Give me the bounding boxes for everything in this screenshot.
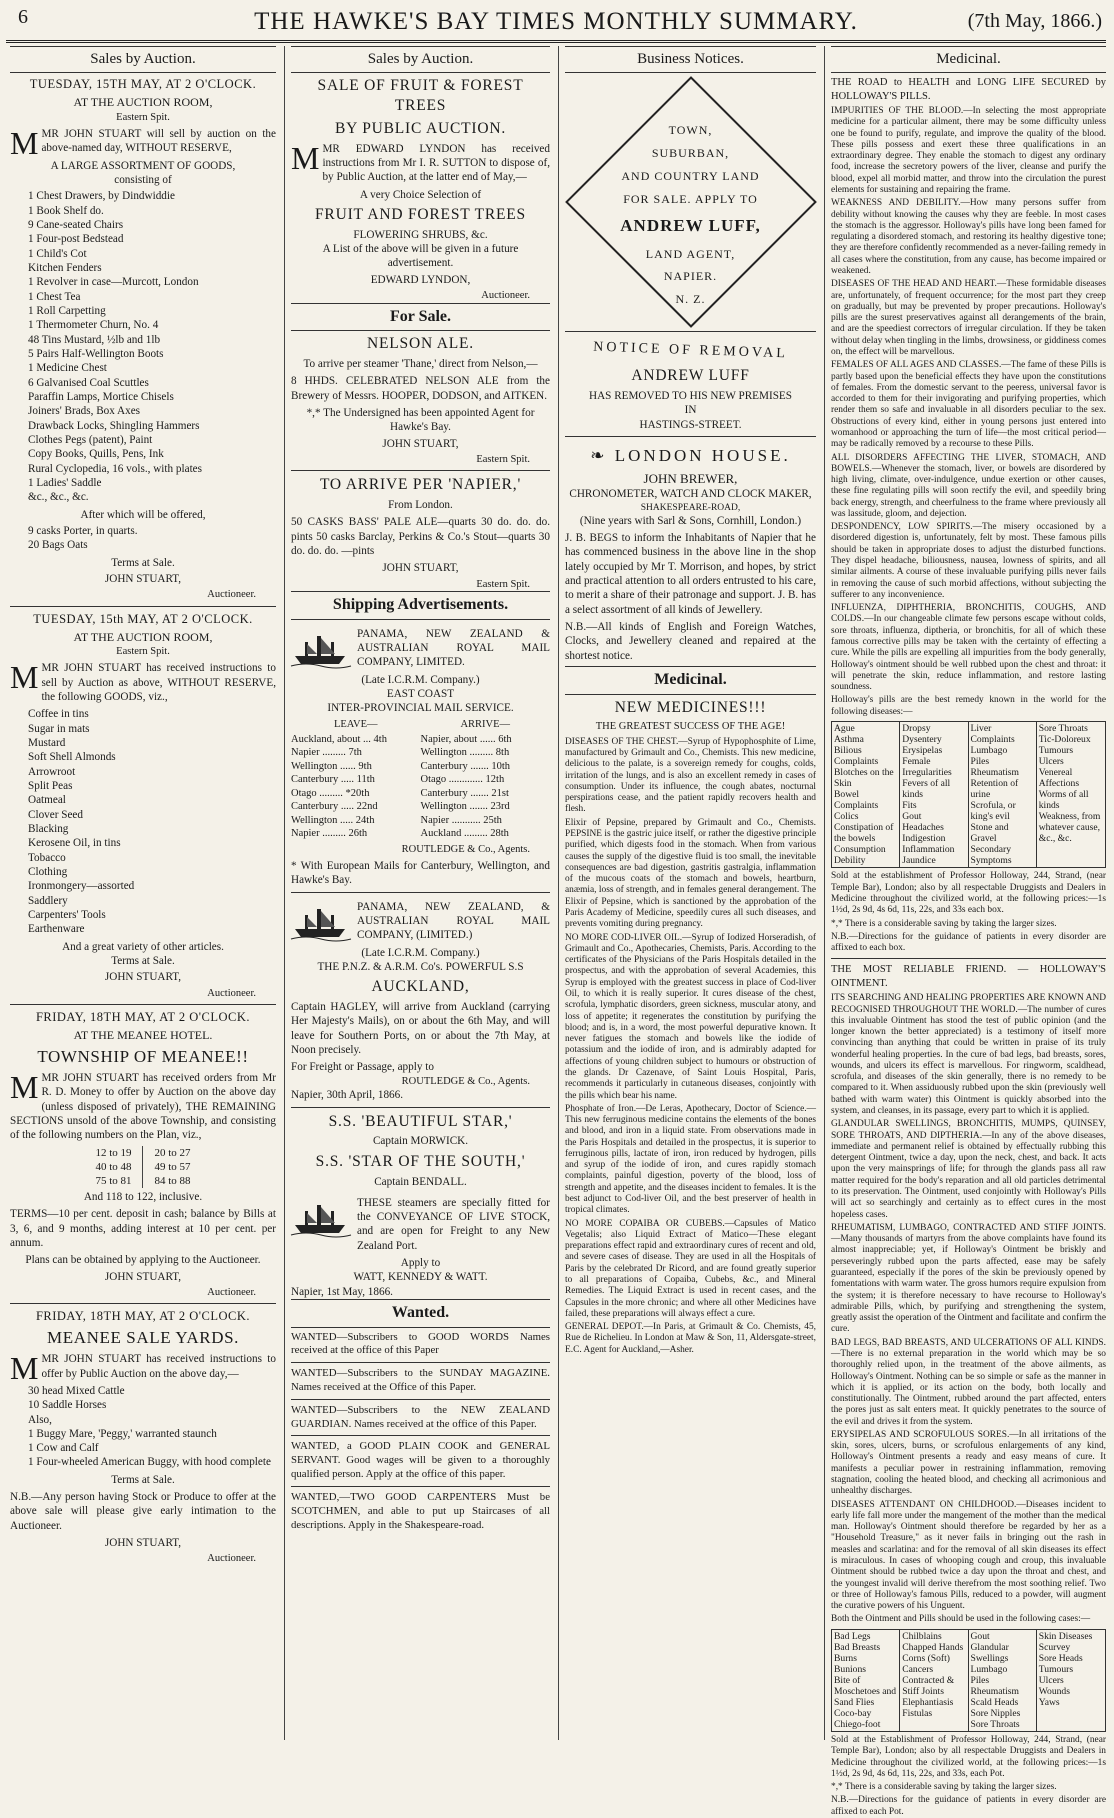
divider [565, 436, 816, 437]
notice-body: HAS REMOVED TO HIS NEW PREMISES [589, 389, 792, 402]
list-item: 1 Child's Cot [28, 247, 87, 260]
agent-location: Eastern Spit. [476, 453, 530, 465]
auction-date: TUESDAY, 15th MAY, AT 2 O'CLOCK. [33, 611, 253, 626]
section-heading-medicinal: Medicinal. [831, 46, 1106, 73]
divider [565, 331, 816, 332]
auction-intro: MMR JOHN STUART has received instructions to offer by Public Auction on the above day,— [10, 1350, 276, 1387]
land-agent-diamond-ad [568, 79, 814, 325]
list-item: Clothing [28, 865, 68, 878]
section-heading-medicinal: Medicinal. [565, 666, 816, 694]
table-cell: Gout Glandular Swellings Lumbago Piles Rheumatism Scald Heads Sore Nipples Sore Throats [969, 1630, 1037, 1731]
column-4 [824, 46, 1112, 1817]
auctioneer-name: JOHN STUART, [104, 1270, 182, 1283]
table-cell: Otago ......... *20th [291, 787, 370, 799]
table-cell: Canterbury ..... 11th [291, 774, 375, 786]
ad-dated: Napier, 1st May, 1866. [291, 1285, 393, 1298]
auction-ad-eastern-spit [10, 76, 276, 601]
auction-terms: Terms at Sale. [111, 556, 175, 569]
list-item: Also, [28, 1413, 52, 1426]
section-heading-auction: Sales by Auction. [10, 46, 276, 73]
ad-agent: ROUTLEDGE & Co., Agents. [401, 1075, 530, 1087]
divider [291, 1399, 550, 1400]
list-item: 9 casks Porter, in quarts. [28, 524, 138, 537]
agent-name: JOHN STUART, [382, 562, 459, 575]
captain-1: Captain MORWICK. [372, 1135, 469, 1148]
list-item: 6 Galvanised Coal Scuttles [28, 376, 149, 389]
remedy-intro: Both the Ointment and Pills should be used in the following cases:— [831, 1614, 1091, 1625]
auction-date: TUESDAY, 15TH MAY, AT 2 O'CLOCK. [29, 77, 257, 92]
london-house-ad [565, 445, 816, 663]
table-cell: 12 to 19 [95, 1146, 132, 1159]
ad-freight: For Freight or Passage, apply to [291, 1061, 434, 1074]
agent-name: JOHN STUART, [382, 437, 459, 450]
ad-title: TO ARRIVE PER 'NAPIER,' [319, 476, 522, 494]
auction-nb: N.B.—Any person having Stock or Produce to offer at the above sale will please give early intimation to the Auctioneer. [10, 1491, 276, 1532]
list-item: 5 Pairs Half-Wellington Boots [28, 347, 164, 360]
wanted-ad: WANTED—Subscribers to the SUNDAY MAGAZINE. Names received at the Office of this Paper. [291, 1367, 550, 1394]
auction-intro: MMR JOHN STUART has received instructions to sell by Auction as above, WITHOUT RESERVE, the following GOODS, viz., [10, 659, 276, 704]
auctioneer-name: JOHN STUART, [104, 572, 182, 585]
divider [10, 606, 276, 607]
shop-trade: CHRONOMETER, WATCH AND CLOCK MAKER, [569, 488, 812, 501]
table-cell: Otago ............. 12th [420, 774, 505, 786]
ad-paragraph: GLANDULAR SWELLINGS, BRONCHITIS, MUMPS, QUINSEY, SORE THROATS, AND DIPTHERIA.—In any of the above diseases, immediate and permanent relief is obtained by effectually rubbing this detergent Ointment, twice a day, upon the neck, chest, and back. It acts upon the very mainsprings of life; for through the glands pass all raw matter required for the body's reparation and all old particles detrimental to its preservation. The Ointment, used conjointly with Holloway's Pills will act so searchingly and certainly as to effect cures in the most hopeless cases. [831, 1119, 1106, 1220]
list-item: Drawback Locks, Shingling Hammers [28, 419, 200, 432]
shop-title: ❧ LONDON HOUSE. [590, 445, 791, 465]
diamond-line: N. Z. [675, 292, 706, 307]
diamond-line: TOWN, [668, 123, 713, 138]
ad-body: Captain HAGLEY, will arrive from Auckland (carrying Her Majesty's Mails), on or about the 6th May, and will leave for Southern Ports, on or about the 7th May, at Noon precisely. [291, 1001, 550, 1057]
ad-saving: *,* There is a considerable saving by taking the larger sizes. [831, 918, 1057, 929]
section-heading-auction: Sales by Auction. [291, 46, 550, 73]
auction-subplace: Eastern Spit. [116, 111, 170, 123]
list-item: 1 Roll Carpetting [28, 304, 106, 317]
auction-place: AT THE AUCTION ROOM, [73, 629, 213, 644]
auction-place: AT THE MEANEE HOTEL. [73, 1028, 213, 1043]
ad-paragraph: DISEASES ATTENDANT ON CHILDHOOD.—Diseases incident to early life fall more under the mangement of the mother than the medical man. Holloway's Ointment should therefore be regarded by her as a "Household Treasure," as it never fails in bringing out the rash in measles and scarlatina: and for the removal of all skin diseases its effect is miraculous. In cases of whooping cough and croup, this invaluable Ointment should be rubbed twice a day upon the throat and chest, and the youngest invalid will derive therefrom the most soothing relief. Two or three of Holloway's famous Pills, reduced to a powder, will augment the curative powers of his Unguent. [831, 1499, 1106, 1612]
wanted-ad: WANTED,—TWO GOOD CARPENTERS Must be SCOTCHMEN, and able to put up Staircases of all descriptions. Apply in the Shakespeare-road. [291, 1490, 550, 1531]
divider [291, 1107, 550, 1108]
ad-paragraph: Elixir of Pepsine, prepared by Grimault and Co., Chemists. PEPSINE is the gastric juice itself, or rather the digestive principle purified, which digests food in the stomach. When from various causes the supply of the digestive fluid is too small, the inevitable consequences are bad digestion, gastritis gastralgia, inflammation of the mucous coats of the stomach and bowels, heartburn, anæmia, loss of strength, and in females general derangement. The Elixir of Pepsine, which is sanctioned by the approbation of the Paris Academy of Medicine, speedily cures all such diseases, and prevents vomiting during pregnancy. [565, 817, 816, 930]
ad-paragraph: Phosphate of Iron.—De Leras, Apothecary, Doctor of Science.—This new ferruginous medicine contains the elements of the bones and blood, and iron in a liquid state. From observations made in the Paris Hospitals and detailed in the prospectus, it is superior to ferruginous pills, lactate of iron, iron reduced by hydrogen, pills and syrup of the iodide of iron, and cures rapidly stomach complaints, painful digestion, poverty of the blood, loss of strength and appetite, and the diseases incident to females. It is the best adjunct to Cod-liver Oil, and the best preserver of health in tropical climates. [565, 1103, 816, 1216]
list-item: Mustard [28, 737, 66, 750]
divider [10, 1303, 276, 1304]
ad-body: MMR EDWARD LYNDON has received instructions from Mr I. R. SUTTON to dispose of, by Public Auction, at the latter end of May,— [291, 139, 550, 184]
ad-shrubs: FLOWERING SHRUBS, &c. [353, 228, 488, 241]
auction-place: AT THE AUCTION ROOM, [73, 95, 213, 110]
list-item: 1 Revolver in case—Murcott, London [28, 276, 199, 289]
auction-also: And 118 to 122, inclusive. [83, 1191, 203, 1204]
divider [831, 958, 1106, 959]
diamond-line: AND COUNTRY LAND [621, 168, 760, 183]
remedy-table [831, 721, 1106, 868]
ad-paragraph: IMPURITIES OF THE BLOOD.—In selecting the most appropriate medicine for a particular ailment, there may be some difficulty unless one be found to purify, regulate, and improve the quality of the blood. These pills possess and exert these three qualifications in an extraordinary degree. They enable the stomach to digest any ordinary food, increase the secretory powers of the liver, cleanse and purify the blood, expel all morbid matter, and throw into the circulation the purest elements for sustaining and repairing the frame. [831, 106, 1106, 196]
list-item: 1 Four-post Bedstead [28, 233, 124, 246]
ad-title: PANAMA, NEW ZEALAND, & AUSTRALIAN ROYAL MAIL COMPANY, (LIMITED.) [357, 900, 550, 942]
shop-owner: JOHN BREWER, [643, 470, 738, 486]
auction-extra-list [28, 524, 276, 553]
auction-item-list [28, 1384, 276, 1470]
table-cell: Wellington ......... 8th [420, 747, 510, 759]
ad-ship-name: AUCKLAND, [371, 978, 470, 996]
ad-agent: ROUTLEDGE & Co., Agents. [401, 843, 530, 855]
list-item: 1 Cow and Calf [28, 1442, 99, 1455]
list-item: 1 Chest Drawers, by Dindwiddie [28, 190, 175, 203]
auction-terms: Terms at Sale. [111, 954, 175, 967]
ad-late: (Late I.C.R.M. Company.) [361, 946, 480, 959]
steamship-icon [291, 624, 351, 668]
list-item: Arrowroot [28, 765, 76, 778]
remedy-table [831, 1629, 1106, 1732]
new-medicines-ad [565, 698, 816, 1356]
ad-paragraph: INFLUENZA, DIPHTHERIA, BRONCHITIS, COUGHS, AND COLDS.—In our changeable climate few persons escape without colds, sore throats, influenza, diptheria, or bronchitis, for all of which these famous corrective pills may be taken with the certainty of effecting a cure. While the pills are expelling all impurities from the body generally, Holloway's ointment should be well rubbed upon the chest and throat: it will penetrate the skin, reduce inflammation, and restore lasting soundness. [831, 603, 1106, 693]
divider [291, 1486, 550, 1487]
agent-location: Eastern Spit. [476, 578, 530, 590]
divider [291, 470, 550, 471]
ornament-icon: ❧ [590, 445, 615, 465]
table-cell: Skin Diseases Scurvey Sore Heads Tumours Ulcers Wounds Yaws [1038, 1630, 1093, 1708]
list-item: Blacking [28, 823, 69, 835]
ad-paragraph: GENERAL DEPOT.—In Paris, at Grimault & Co. Chemists, 45, Rue de Richelieu. In London at Maw & Son, 11, Aldersgate-street, E.C. Agent for Auckland,—Asher. [565, 1322, 816, 1355]
ad-powerful: THE P.N.Z. & A.R.M. Co's. POWERFUL S.S [317, 960, 524, 973]
list-item: 10 Saddle Horses [28, 1399, 107, 1412]
nelson-ale-ad [291, 334, 550, 466]
diamond-line: NAPIER. [663, 269, 718, 284]
list-item: 20 Bags Oats [28, 539, 88, 552]
ad-paragraph: DESPONDENCY, LOW SPIRITS.—The misery occasioned by a disordered digestion is, unfortunately, felt by most. These famous pills should be taken in appropriate doses to adjust the disturbed functions. They dispel headache, biliousness, nausea, lowness of spirits, and all similar ailments. A course of these invaluable purifying pills never fails in removing the cause of such morbid affections, without subjecting the sufferer to any inconvenience. [831, 522, 1106, 600]
section-heading-business: Business Notices. [565, 46, 816, 73]
table-cell: Liver Complaints Lumbago Piles Rheumatism Retention of urine Scrofula, or king's evil Stone and Gravel Secondary Symptoms [969, 722, 1037, 867]
fruit-trees-ad [291, 76, 550, 302]
auction-ad-goods [10, 611, 276, 1000]
ad-from: From London. [388, 499, 453, 512]
list-item: Joiners' Brads, Box Axes [28, 405, 141, 418]
list-item: 9 Cane-seated Chairs [28, 218, 124, 231]
ad-paragraph: BAD LEGS, BAD BREASTS, AND ULCERATIONS OF ALL KINDS.—There is no external preparation in the world which may be so thoroughly relied upon, in the treatment of the above ailments, as Holloway's Ointment. Nothing can be so simple or safe as the manner in which it is applied, or its action on the body, both locally and constitutionally. The Ointment, rubbed around the part affected, enters the pores just as salt enters meat. It quickly penetrates to the source of the evil and drives it from the system. [831, 1337, 1106, 1427]
auctioneer-name: EDWARD LYNDON, [370, 273, 471, 286]
ad-list-note: A List of the above will be given in a future advertisement. [322, 243, 519, 270]
table-cell: 84 to 88 [154, 1174, 191, 1187]
auction-item-list [28, 707, 276, 936]
table-cell: 40 to 48 [95, 1160, 132, 1173]
wanted-ad: WANTED—Subscribers to the NEW ZEALAND GUARDIAN. Names received at the office of this Paper. [291, 1403, 550, 1430]
masthead-rule [6, 40, 1106, 43]
steamship-icon [291, 1193, 351, 1237]
list-item: 1 Chest Tea [28, 290, 81, 303]
table-cell: Canterbury ....... 21st [420, 787, 509, 799]
section-heading-for-sale: For Sale. [291, 303, 550, 331]
shop-nb: N.B.—All kinds of English and Foreign Watches, Clocks, and Jewellery cleaned and repaired at the shortest notice. [565, 621, 816, 662]
auction-consisting: consisting of [114, 173, 172, 186]
issue-date: (7th May, 1866.) [967, 10, 1102, 32]
ad-body: THESE steamers are specially fitted for the CONVEYANCE OF LIVE STOCK, and are open for Freight to any New Zealand Port. [357, 1196, 550, 1252]
table-cell: Wellington ....... 23rd [420, 801, 510, 813]
column-1 [4, 46, 282, 1740]
list-item: Tobacco [28, 851, 66, 864]
list-item: 1 Thermometer Churn, No. 4 [28, 319, 159, 332]
agent-name: ANDREW LUFF, [620, 216, 761, 236]
auction-more: And a great variety of other articles. [62, 940, 224, 953]
table-cell: Sore Throats Tic-Doloreux Tumours Ulcers Venereal Affections Worms of all kinds Weakness, from whatever cause, &c., &c. [1038, 722, 1101, 845]
ad-apply: Apply to [400, 1257, 441, 1270]
ship-name-2: S.S. 'STAR OF THE SOUTH,' [315, 1152, 526, 1170]
list-item: 48 Tins Mustard, ½lb and 1lb [28, 333, 161, 346]
table-cell: Dropsy Dysentery Erysipelas Female Irregularities Fevers of all kinds Fits Gout Headaches Indigestion Inflammation Jaundice [900, 722, 968, 867]
list-item: 1 Buggy Mare, 'Peggy,' warranted staunch [28, 1427, 217, 1440]
table-header: LEAVE— [333, 718, 378, 730]
divider [291, 1362, 550, 1363]
ad-arrive: To arrive per steamer 'Thane,' direct from Nelson,— [303, 357, 538, 370]
auction-intro: MMR JOHN STUART will sell by auction on the above-named day, WITHOUT RESERVE, [10, 124, 276, 161]
table-cell: Chilblains Chapped Hands Corns (Soft) Cancers Contracted & Stiff Joints Elephantiasis Fistulas [900, 1630, 968, 1731]
auctioneer-role: Auctioneer. [207, 1287, 256, 1298]
table-cell: Canterbury ..... 22nd [291, 801, 378, 813]
ad-title: THE MOST RELIABLE FRIEND. — HOLLOWAY'S OINTMENT. [831, 964, 1106, 989]
newspaper-title: THE HAWKE'S BAY TIMES MONTHLY SUMMARY. [254, 8, 858, 35]
ad-paragraph: ALL DISORDERS AFFECTING THE LIVER, STOMACH, AND BOWELS.—Whenever the stomach, liver, or bowels are disordered by high living, climate, over-indulgence, undue exertion or other causes, these fine regulating pills will soon rectify the evil, and speedily bring back energy, strength, and cheerfulness to the frame where previously all was lassitude, gloom, and dejection. [831, 452, 1106, 519]
auction-intro: MMR JOHN STUART has received orders from Mr R. D. Money to offer by Auction on the above day (unless disposed of privately), THE REMAINING SECTIONS unsold of the above Township, and consisting of the following numbers on the Plan, viz., [10, 1069, 276, 1142]
list-item: Split Peas [28, 780, 73, 793]
auction-item-list [28, 189, 276, 504]
table-cell: Wellington ..... 24th [291, 814, 375, 826]
list-item: Rural Cyclopedia, 16 vols., with plates [28, 462, 203, 475]
beautiful-star-ad [291, 1112, 550, 1300]
ad-paragraph: NO MORE COD-LIVER OIL.—Syrup of Iodized Horseradish, of Grimault and Co., Apothecaries, Chemists, Paris. According to the certificates of the Physicians of the Paris Hospitals detailed in the prospectus, and with the approbation of several Academies, this Syrup is employed with the greatest success in place of Cod-liver Oil, to which it is really superior. It cures disease of the chest, scrofula, lymphatic disorders, green sickness, muscular atony, and loss of appetite; it regenerates the constitution by purifying the blood; and is, in a word, the most powerful depurative known. It never fatigues the stomach and bowels like the iodide of potassium and the iodide of iron, and is admirably adapted for affections of young children subject to humours or obstruction of the glands. Dr Cazenave, of Saint Louis Hospital, Paris, recommends it particularly in cutaneous diseases, conjointly with the pills which bear his name. [565, 932, 816, 1101]
auction-after: After which will be offered, [80, 508, 206, 521]
ad-paragraph: ITS SEARCHING AND HEALING PROPERTIES ARE KNOWN AND RECOGNISED THROUGHOUT THE WORLD.—The number of cures this invaluable Ointment has stood the test of public opinion (and the longer known the better appreciated) is a testimony of itself more convincing than anything that could be written in praise of its truly wonderful healing properties. In the cure of bad legs, bad breasts, sores, wounds, and ulcers its effect is marvellous. For ringworm, scaldhead, scrofula, and diseases of the skin generally, there is no remedy to be compared to it. When assiduously rubbed upon the skin (previously well bathed with warm water) this Ointment is quickly absorbed into the system, and cleanses, in its passage, every part to which it is applied. [831, 993, 1106, 1117]
auction-terms: Terms at Sale. [111, 1473, 175, 1486]
table-header: ARRIVE— [460, 718, 511, 730]
ad-note: * With European Mails for Canterbury, Wellington, and Hawke's Bay. [291, 859, 550, 887]
auctioneer-role: Auctioneer. [207, 987, 256, 999]
table-cell: Napier ........... 25th [420, 814, 502, 826]
ad-agent: *,* The Undersigned has been appointed Agent for Hawke's Bay. [306, 406, 535, 434]
list-item: Clothes Pegs (patent), Paint [28, 433, 153, 446]
list-item: Kerosene Oil, in tins [28, 837, 121, 850]
auctioneer-role: Auctioneer. [207, 1553, 256, 1565]
auction-plans: Plans can be obtained by applying to the Auctioneer. [25, 1254, 261, 1267]
ad-paragraph: DISEASES OF THE HEAD AND HEART.—These formidable diseases are, unfortunately, of frequent occurrence; for the most part they creep on gradually, but may be prevented by proper precautions. Holloway's pills are the surest preservatives against all derangements of the brain, and are the speediest correctors of irregular circulation. If they be taken without delay when tingling in the limbs, drowsiness, or giddiness comes on, the effect will be marvellous. [831, 279, 1106, 357]
list-item: 30 head Mixed Cattle [28, 1384, 125, 1397]
auction-lead: A LARGE ASSORTMENT OF GOODS, [50, 159, 236, 172]
ad-title: NEW MEDICINES!!! [614, 698, 767, 716]
ad-saving: *,* There is a considerable saving by taking the larger sizes. [831, 1782, 1057, 1793]
ad-subtitle: BY PUBLIC AUCTION. [335, 119, 506, 137]
ad-paragraph: WEAKNESS AND DEBILITY.—How many persons suffer from debility without knowing the causes why they are feeble. In most cases the stomach is the aggressor. Holloway's pills have long been famed for regulating a disordered stomach, and restoring its healthy digestive tone; they are therefore confidently recommended as a never-failing remedy in all cases where the constitution, from any cause, has become impaired or weakened. [831, 198, 1106, 276]
divider [291, 892, 550, 893]
ad-body: 8 HHDS. CELEBRATED NELSON ALE from the Brewery of Messrs. HOOPER, DODSON, and AITKEN. [291, 375, 550, 402]
ad-nb: N.B.—Directions for the guidance of patients in every disorder are affixed to each Pot. [831, 1795, 1106, 1817]
divider [291, 1435, 550, 1436]
ad-paragraph: RHEUMATISM, LUMBAGO, CONTRACTED AND STIFF JOINTS.—Many thousands of martyrs from the above complaints have found its almost inappreciable; yet, if Holloway's Ointment be briskly and perseveringly rubbed upon the parts affected, ease may be safely guaranteed, especially if the pores of the skin be previously opened by fomentations with warm water. The gross humors require expulsion from the system; it is therefore necessary to have recourse to Holloway's admirable Pills, which, by purifying and strengthening the system, greatly assist the operation of the Ointment and facilitate and confirm the cure. [831, 1222, 1106, 1335]
auction-terms: TERMS—10 per cent. deposit in cash; balance by Bills at 3, 6, and 9 months, adding interest at 10 per cent. per annum. [10, 1208, 276, 1250]
auction-title: MEANEE SALE YARDS. [47, 1328, 239, 1348]
ad-paragraph: DISEASES OF THE CHEST.—Syrup of Hypophosphite of Lime, manufactured by Grimault and Co., Chemists. This new medicine, delicious to the palate, is a sovereign remedy for coughs, colds, irritation of the lungs, and is also an excellent remedy in cases of consumption. Under its influence, the cough abates, nocturnal perspirations cease, and the patient rapidly recovers health and flesh. [565, 736, 816, 815]
ad-title: SALE OF FRUIT & FOREST TREES [317, 77, 524, 115]
divider [10, 1004, 276, 1005]
table-cell: 49 to 57 [154, 1160, 191, 1173]
ad-nb: N.B.—Directions for the guidance of patients in every disorder are affixed to each box. [831, 931, 1106, 954]
list-item: Oatmeal [28, 794, 66, 807]
ad-agent: WATT, KENNEDY & WATT. [353, 1271, 488, 1284]
sections-table [10, 1146, 276, 1188]
list-item: Clover Seed [28, 808, 83, 821]
page-number: 6 [18, 6, 28, 28]
list-item: Coffee in tins [28, 708, 89, 721]
wanted-ad: WANTED—Subscribers to GOOD WORDS Names received at the office of this Paper [291, 1330, 550, 1357]
notice-in: IN [684, 404, 697, 417]
column-2 [284, 46, 556, 1740]
notice-name: ANDREW LUFF [631, 367, 750, 385]
table-cell: Canterbury ....... 10th [420, 760, 511, 772]
list-item: Saddlery [28, 894, 68, 907]
shop-body: J. B. BEGS to inform the Inhabitants of Napier that he has commenced business in the above line in the shop lately occupied by Mr T. Morrison, and hopes, by strict and practical attention to all orders entrusted to his care, to merit a share of their patronage and support. J. B. has a select assortment of all kinds of Jewellery. [565, 532, 817, 616]
auction-subplace: Eastern Spit. [116, 645, 170, 657]
auction-date: FRIDAY, 18TH MAY, AT 2 O'CLOCK. [35, 1309, 251, 1324]
ad-title: THE ROAD to HEALTH and LONG LIFE SECURED by HOLLOWAY'S PILLS. [831, 77, 1106, 102]
panama-mail-ad-2 [291, 897, 550, 1103]
ad-title: PANAMA, NEW ZEALAND & AUSTRALIAN ROYAL MAIL COMPANY, LIMITED. [357, 627, 550, 669]
list-item: Carpenters' Tools [28, 908, 106, 921]
list-item: Sugar in mats [28, 722, 90, 735]
table-cell: 75 to 81 [95, 1174, 132, 1187]
ad-subtitle: THE GREATEST SUCCESS OF THE AGE! [595, 721, 786, 733]
list-item: Paraffin Lamps, Mortice Chisels [28, 390, 174, 403]
diamond-line: SUBURBAN, [651, 145, 730, 160]
notice-street: HASTINGS-STREET. [639, 418, 742, 431]
list-item: Earthenware [28, 923, 85, 936]
ad-dated: Napier, 30th April, 1866. [291, 1089, 404, 1102]
ad-paragraph: NO MORE COPAIBA OR CUBEBS.—Capsules of Matico Vegetalis; also Liquid Extract of Matico—These elegant preparations effect rapid and extraordinary cures of recent and old, and severe cases of disease. They are used in all the Hospitals of Paris by the celebrated Dr Ricord, and are found greatly superior to all preparations of Copaiba, Cubebs, &c., and Mineral Remedies. The Liquid Extract is used in recent cases, and the Capsules in the more chronic; and where all other Medicines have failed, these preparations will always effect a cure. [565, 1218, 816, 1319]
notice-title: NOTICE OF REMOVAL [592, 339, 789, 362]
shop-road: SHAKESPEARE-ROAD, [640, 502, 741, 513]
table-cell: 20 to 27 [154, 1146, 191, 1159]
ad-trees: FRUIT AND FOREST TREES [315, 205, 526, 223]
ad-paragraph: ERYSIPELAS AND SCROFULOUS SORES.—In all irritations of the skin, sores, ulcers, burns, or scrofulous enlargements of any kind, Holloway's Ointment presents a ready and easy means of cure. It manifests a peculiar power in restraining inflammation, removing stagnation, cooling the heated blood, and checking all acrimonious and unhealthy discharges. [831, 1429, 1106, 1497]
section-heading-shipping: Shipping Advertisements. [291, 591, 550, 619]
table-cell: Napier, about ...... 6th [420, 734, 512, 746]
diamond-line: LAND AGENT, [645, 246, 736, 261]
list-item: 1 Ladies' Saddle [28, 476, 102, 489]
removal-notice [565, 339, 816, 432]
auctioneer-role: Auctioneer. [207, 589, 256, 601]
list-item: 1 Four-wheeled American Buggy, with hood complete [28, 1456, 271, 1469]
auction-title: TOWNSHIP OF MEANEE!! [37, 1047, 249, 1067]
ad-title: NELSON ALE. [367, 335, 474, 353]
shop-note: (Nine years with Sarl & Sons, Cornhill, London.) [579, 514, 802, 527]
table-cell: Napier ......... 26th [291, 828, 368, 840]
table-cell: Auckland ......... 28th [420, 828, 509, 840]
auctioneer-role: Auctioneer. [481, 290, 530, 302]
ship-name-1: S.S. 'BEAUTIFUL STAR,' [328, 1112, 513, 1130]
auction-ad-meanee-township [10, 1009, 276, 1299]
ad-choice: A very Choice Selection of [359, 188, 482, 201]
auction-ad-sale-yards [10, 1308, 276, 1565]
ad-sold: Sold at the establishment of Professor Holloway, 244, Strand, (near Temple Bar), London; also by all respectable Druggists and Dealers in Medicine throughout the civilized world, at the following prices:—1s 1½d, 2s 9d, 4s 6d, 11s, 22s, and 33s each box. [831, 871, 1106, 916]
masthead [6, 4, 1106, 40]
table-cell: Napier ......... 7th [291, 747, 362, 759]
table-cell: Auckland, about ... 4th [291, 734, 387, 746]
captain-2: Captain BENDALL. [374, 1175, 467, 1188]
list-item: Kitchen Fenders [28, 261, 102, 274]
schedule-table [291, 718, 550, 841]
table-cell: Bad Legs Bad Breasts Burns Bunions Bite of Moschetoes and Sand Flies Coco-bay Chiego-foot [832, 1630, 900, 1731]
steamship-icon [291, 897, 351, 941]
section-heading-wanted: Wanted. [291, 1299, 550, 1327]
table-cell: Wellington ...... 9th [291, 760, 372, 772]
list-item: &c., &c., &c. [28, 491, 89, 504]
list-item: 1 Medicine Chest [28, 362, 107, 375]
remedy-intro: Holloway's pills are the best remedy known in the world for the following diseases:— [831, 695, 1106, 717]
auction-date: FRIDAY, 18TH MAY, AT 2 O'CLOCK. [35, 1010, 251, 1025]
list-item: Copy Books, Quills, Pens, Ink [28, 448, 164, 461]
wanted-ad: WANTED, a GOOD PLAIN COOK and GENERAL SERVANT. Good wages will be given to a thoroughly qualified person. Apply at the office of this paper. [291, 1440, 550, 1481]
list-item: Ironmongery—assorted [28, 880, 135, 893]
ad-body: 50 CASKS BASS' PALE ALE—quarts 30 do. do. do. pints 50 casks Barclay, Perkins & Co.'s Stout—quarts 30 do. do. do. —pints [291, 516, 550, 558]
holloway-pills-ad [831, 76, 1106, 954]
ad-late: (Late I.C.R.M. Company.) [361, 673, 480, 686]
column-3 [558, 46, 822, 1740]
ad-service: INTER-PROVINCIAL MAIL SERVICE. [327, 702, 514, 715]
list-item: 1 Book Shelf do. [28, 204, 104, 217]
table-cell: Ague Asthma Bilious Complaints Blotches on the Skin Bowel Complaints Colics Constipation of the bowels Consumption Debility [832, 722, 900, 867]
ad-paragraph: FEMALES OF ALL AGES AND CLASSES.—The fame of these Pills is partly based upon the beneficial effects they have upon the constitutions of females. From the domestic servant to the peeress, universal favor is accorded to them for their invigorating and purifying properties, which render them so safe and invaluable in all disorders peculiar to the sex. Obstructions of every kind, either in young persons just entered into womanhood or approaching the turn of life—the most critical period—may be radically removed by a recourse to these Pills. [831, 360, 1106, 450]
holloway-ointment-ad [831, 963, 1106, 1818]
list-item: Soft Shell Almonds [28, 751, 116, 764]
ad-sold: Sold at the Establishment of Professor Holloway, 244, Strand, (near Temple Bar), London; also by all respectable Druggists and Dealers in Medicine throughout the civilized world, at the following prices:—1s 1½d, 2s 9d, 4s 6d, 11s, 22s, and 33s, each Pot. [831, 1734, 1106, 1779]
diamond-line: FOR SALE. APPLY TO [623, 191, 758, 206]
auctioneer-name: JOHN STUART, [104, 971, 182, 984]
ad-east-coast: EAST COAST [386, 687, 455, 700]
auctioneer-name: JOHN STUART, [104, 1537, 182, 1550]
panama-mail-ad-1 [291, 624, 550, 888]
bass-ale-ad [291, 475, 550, 591]
